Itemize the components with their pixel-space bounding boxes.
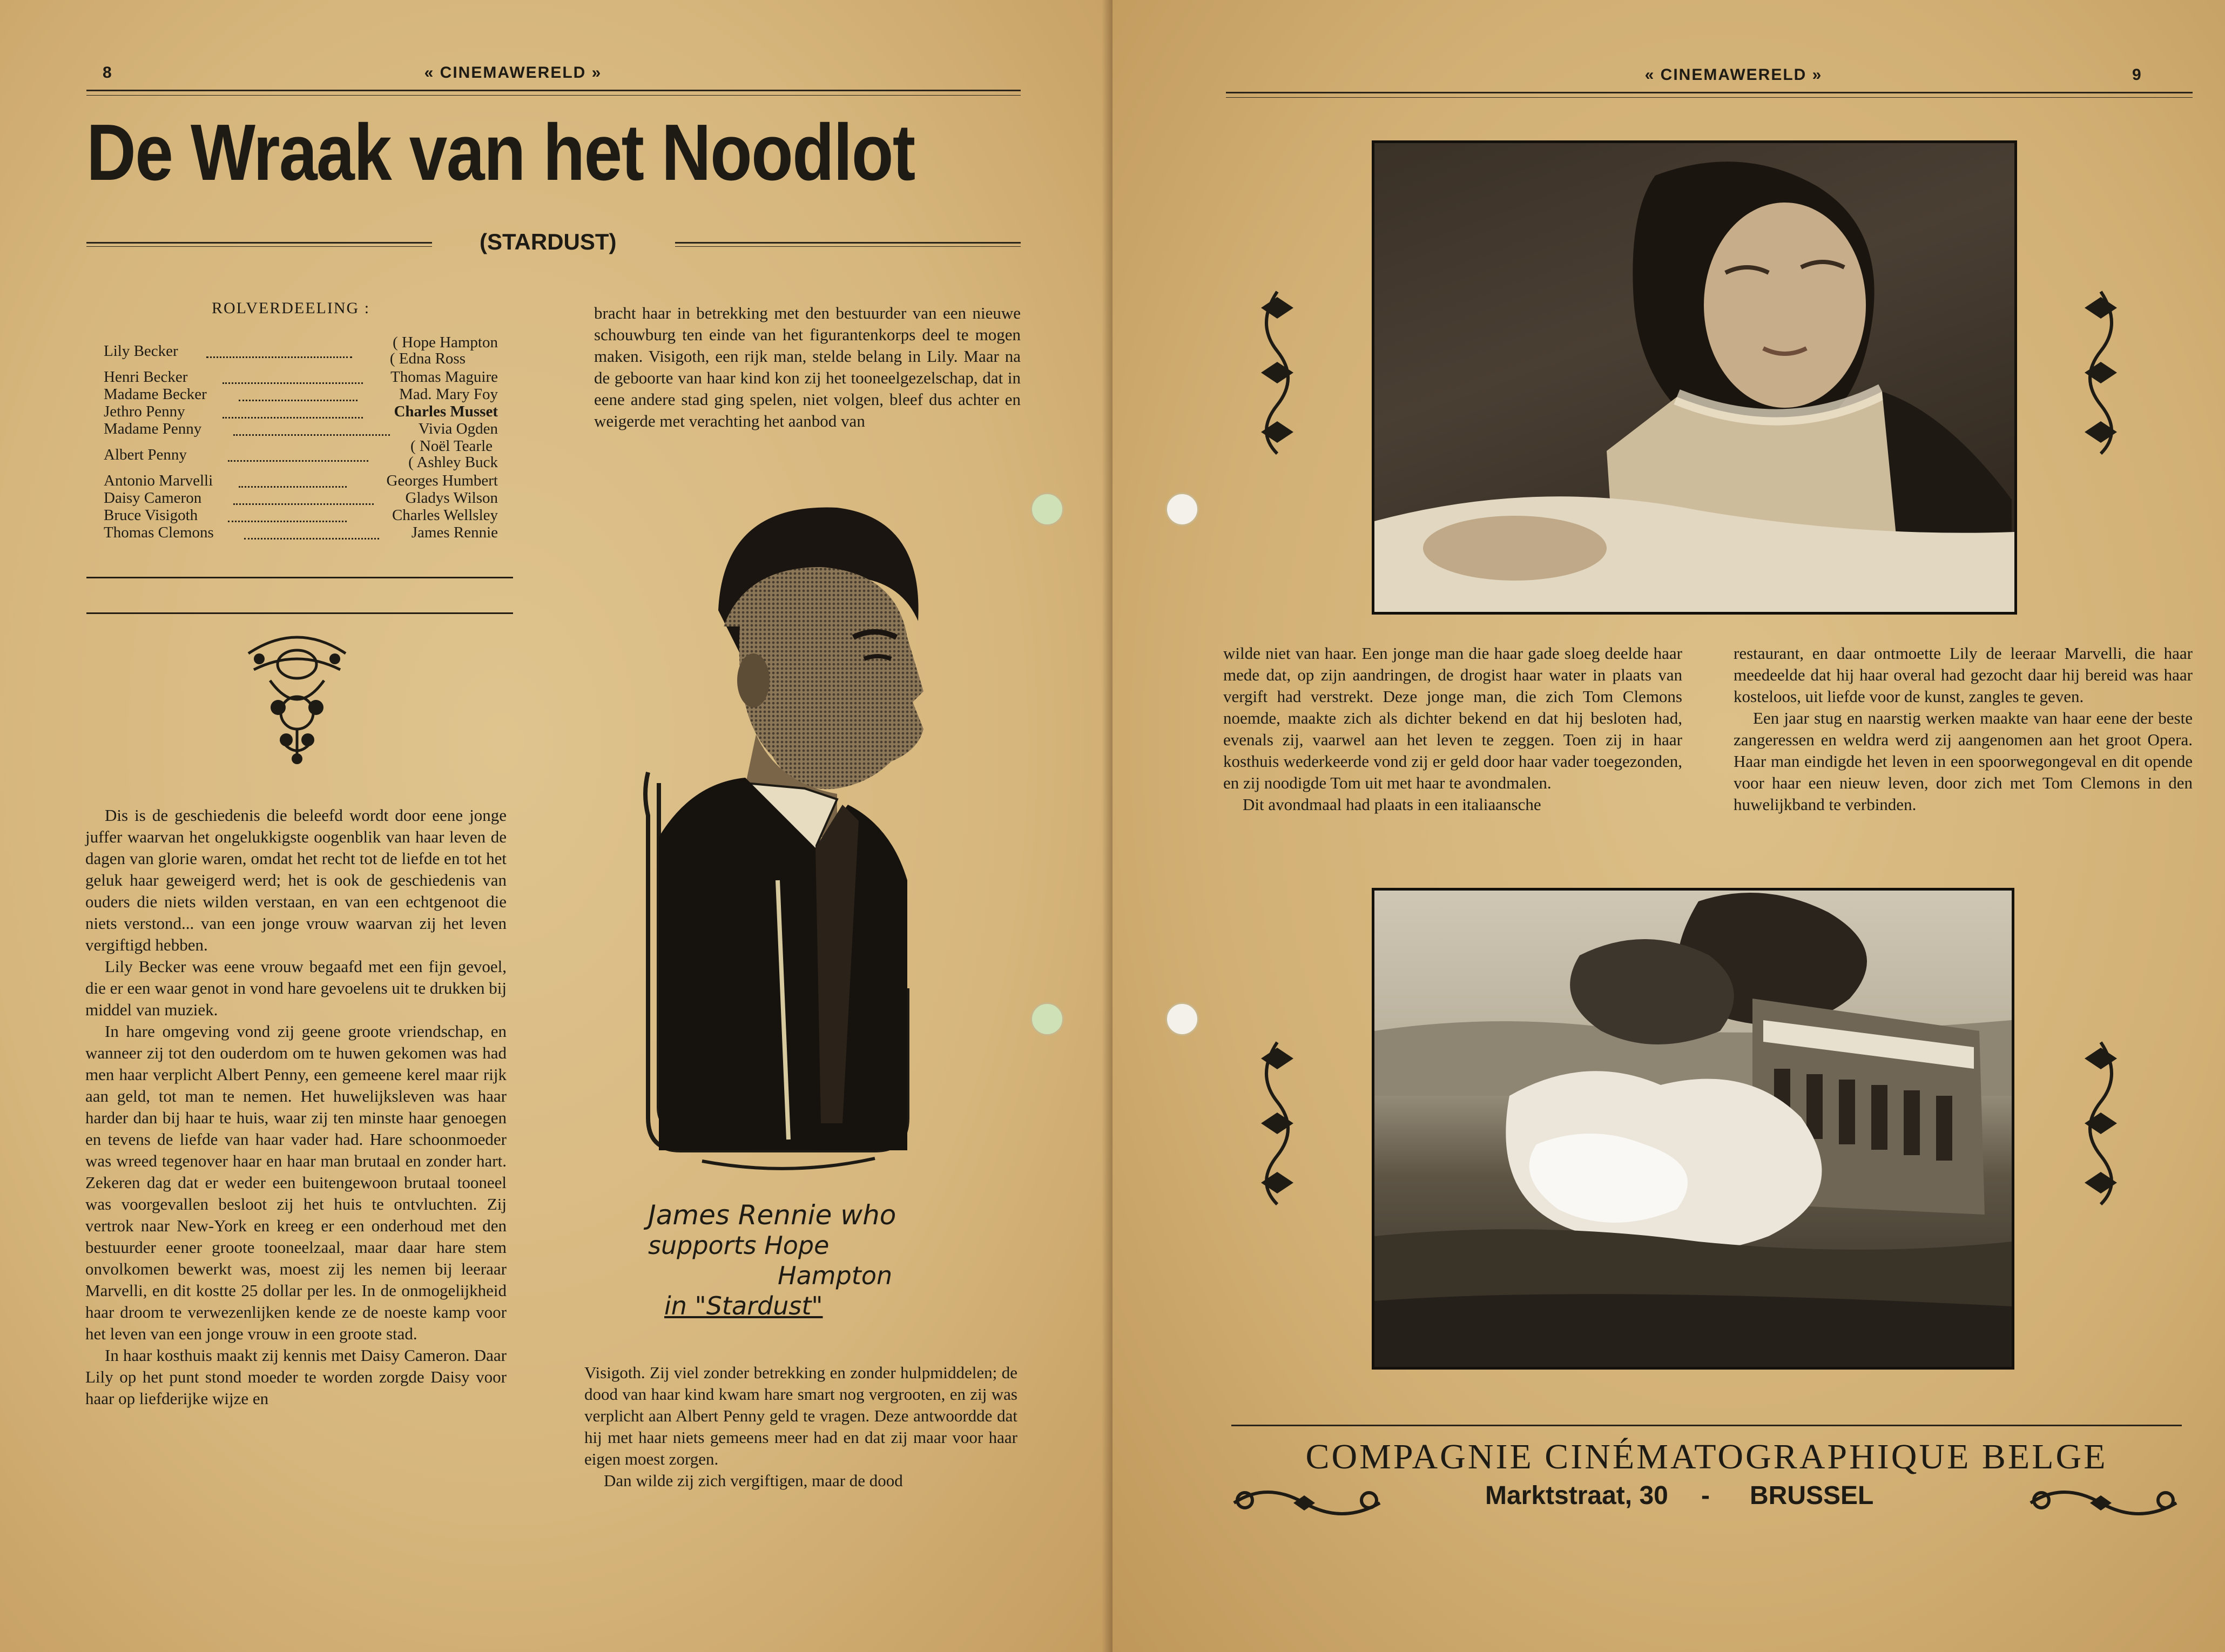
paragraph: Lily Becker was eene vrouw begaafd met een fijn gevoel, die er een waar genot in vond hare gevoelens uit te drukken bij middel van muziek. xyxy=(85,957,507,1019)
caption-line: in "Stardust" xyxy=(664,1291,823,1320)
dot-leader xyxy=(233,434,390,436)
article-column-3 xyxy=(1223,643,1682,815)
running-header: « CINEMAWERELD » xyxy=(1644,66,1823,84)
running-header: « CINEMAWERELD » xyxy=(424,64,602,82)
cast-role: Madame Penny xyxy=(104,420,202,437)
paragraph: In haar kosthuis maakt zij kennis met Daisy Cameron. Daar Lily op het punt stond moeder te worden zorgde Daisy voor haar op liefderijke wijze en xyxy=(85,1346,507,1408)
dot-leader xyxy=(239,486,347,488)
page-number: 9 xyxy=(2132,66,2141,84)
cast-row xyxy=(104,386,498,403)
right-page xyxy=(1112,0,2225,1652)
cast-role: Lily Becker xyxy=(104,342,178,360)
dot-leader xyxy=(244,538,379,540)
paragraph: In hare omgeving vond zij geene groote vriendschap, en wanneer zij tot den ouderdom om te huwen gekomen was had men haar verplicht Albert Penny, een gemeene kerel maar rijk aan geld, tot man te nemen. Het huwelijksleven was haar harder dan bij haar te huis, waar zij ten minste haar genoegen en tevens de liefde van haar vader had. Hare schoonmoeder was wreed tegenover haar en haar man brutaal en zonder hart. Zekeren dag dat er weder een buitengewoon brutaal tooneel was voorgevallen besloot zij het huis te ontvluchten. Zij vertrok naar New-York en kreeg er een onderhoud met den bestuurder eener groote tooneelzaal, maar daar hare stem onvolkomen bewerkt was, moest zij les nemen bij leeraar Marvelli, en dit kostte 25 dollar per les. In de onmogelijkheid haar droom te verwezenlijken kende ze de noeste kamp voor het leven van een jonge vrouw in een groote stad. xyxy=(85,1022,507,1343)
film-still-woman xyxy=(1372,140,2017,615)
cast-row xyxy=(104,437,498,472)
paragraph: Een jaar stug en naarstig werken maakte van haar eene der beste zangeressen en weldra werd zij aangenomen aan het groot Opera. Haar man eindigde het leven in een spoorwegongeval en dit opende voor haar een nieuw leven, door zich met Tom Clemons in den huwelijkband te verbinden. xyxy=(1734,709,2193,814)
scroll-flourish-icon xyxy=(1229,1484,1385,1522)
film-still-image xyxy=(1374,891,2012,1367)
dot-leader xyxy=(233,503,374,505)
caption-line: James Rennie who xyxy=(648,1199,896,1231)
cast-row xyxy=(104,420,498,437)
ornament-divider-icon xyxy=(86,575,513,618)
footer-rule xyxy=(1231,1425,2182,1426)
dot-leader xyxy=(228,521,347,522)
cast-actor: ( Noël Tearle xyxy=(410,437,493,455)
dot-leader xyxy=(239,400,358,401)
cast-row xyxy=(104,489,498,507)
vine-ornament-icon xyxy=(2074,1037,2128,1210)
cast-actor: Georges Humbert xyxy=(386,472,498,489)
paragraph: Visigoth. Zij viel zonder betrekking en zonder hulpmiddelen; de dood van haar kind kwam hare smart nog vergrooten, en zij was verplicht aan Albert Penny geld te vragen. Deze antwoordde dat hij met haar niets gemeens meer had en dat zij maar voor haar eigen moest zorgen. xyxy=(584,1363,1017,1468)
article-title: De Wraak van het Noodlot xyxy=(86,108,915,197)
binding-hole-icon xyxy=(1030,493,1064,526)
film-still-image xyxy=(1374,143,2014,612)
caption-line: supports Hope xyxy=(648,1231,830,1260)
vine-ornament-icon xyxy=(1250,1037,1304,1210)
floral-vignette-icon xyxy=(238,632,356,772)
article-subtitle: (STARDUST) xyxy=(480,229,617,254)
cast-role: Madame Becker xyxy=(104,386,207,403)
left-page xyxy=(0,0,1112,1652)
cast-actor: Charles Wellsley xyxy=(392,507,498,524)
film-still-train-crash xyxy=(1372,888,2014,1370)
cast-row xyxy=(104,507,498,524)
caption-line: Hampton xyxy=(778,1261,893,1290)
binding-hole-icon xyxy=(1030,1002,1064,1036)
cast-role: Henri Becker xyxy=(104,368,188,386)
subtitle-rule-right xyxy=(675,242,1021,247)
cast-actor: Mad. Mary Foy xyxy=(399,386,498,403)
paragraph: wilde niet van haar. Een jonge man die haar gade sloeg deelde haar mede dat, op zijn aandringen, de drogist haar water in plaats van vergift had verstrekt. Deze jonge man, die zich Tom Clemons noemde, maakte zich als dichter bekend en dat hij besloten had, evenals zij, vaarwel aan het leven te zeggen. Toen zij in haar kosthuis wederkeerde vond zij er geld door haar vader toegezonden, en zij noodigde Tom uit met haar te avondmalen. xyxy=(1223,644,1682,792)
dot-leader xyxy=(223,382,363,384)
vine-ornament-icon xyxy=(2074,286,2128,459)
header-rule-thin xyxy=(86,95,1021,96)
scroll-flourish-icon xyxy=(2025,1484,2182,1522)
binding-hole-icon xyxy=(1165,493,1199,526)
cast-row xyxy=(104,368,498,386)
article-column-2-top xyxy=(594,302,1021,432)
page-number: 8 xyxy=(103,64,112,82)
portrait-caption xyxy=(643,1200,977,1321)
paragraph: Dit avondmaal had plaats in een italiaansche xyxy=(1243,795,1541,814)
cast-role: Thomas Clemons xyxy=(104,524,214,541)
vine-ornament-icon xyxy=(1250,286,1304,459)
cast-role: Bruce Visigoth xyxy=(104,507,198,524)
cast-actor: Charles Musset xyxy=(394,403,498,420)
dot-leader xyxy=(223,417,363,419)
article-column-1 xyxy=(85,805,507,1410)
header-rule xyxy=(1226,92,2193,93)
cast-row xyxy=(104,524,498,541)
paragraph: bracht haar in betrekking met den bestuurder van een nieuwe schouwburg ten einde van het figurantenkorps deel te mogen maken. Visigoth, een rijk man, stelde belang in Lily. Maar na de geboorte van haar kind kon zij het tooneelgezelschap, dat in eene andere stad ging spelen, niet volgen, bleef dus achter en weigerde met verachting het aanbod van xyxy=(594,304,1021,430)
cast-actor: Vivia Ogden xyxy=(418,420,498,437)
binding-hole-icon xyxy=(1165,1002,1199,1036)
address-separator: - xyxy=(1701,1481,1710,1510)
header-rule-thin xyxy=(1226,97,2193,98)
cast-role: Jethro Penny xyxy=(104,403,185,420)
cast-role: Albert Penny xyxy=(104,446,187,463)
address-street: Marktstraat, 30 xyxy=(1485,1481,1668,1510)
cast-actor: Gladys Wilson xyxy=(405,489,498,507)
subtitle-rule-left xyxy=(86,242,432,247)
cast-actor: James Rennie xyxy=(411,524,498,541)
dot-leader xyxy=(228,460,368,462)
cast-actor: ( Ashley Buck xyxy=(408,454,498,471)
cast-actor: ( Edna Ross xyxy=(389,350,466,367)
cast-actor: Thomas Maguire xyxy=(390,368,498,386)
dot-leader xyxy=(206,356,352,358)
cast-row xyxy=(104,472,498,489)
cast-role: Antonio Marvelli xyxy=(104,472,213,489)
cast-actor: ( Hope Hampton xyxy=(393,334,498,351)
paragraph: Dis is de geschiedenis die beleefd wordt door eene jonge juffer waarvan het ongelukkigste oogenblik van haar leven de dagen van glorie waren, omdat het recht tot de liefde en tot het geluk haar geweigerd werd; het is ook de geschiedenis van ouders die niets wilden verstaan, en van een echtgenoot die niets verstond... van een jonge vrouw waarvan zij het leven vergiftigd hebben. xyxy=(85,806,507,954)
article-column-2-bottom xyxy=(584,1362,1017,1492)
cast-row xyxy=(104,334,498,368)
article-column-4 xyxy=(1734,643,2193,815)
address-city: BRUSSEL xyxy=(1750,1481,1874,1510)
cast-role: Daisy Cameron xyxy=(104,489,202,507)
cast-row xyxy=(104,403,498,420)
header-rule xyxy=(86,90,1021,91)
publisher-name: COMPAGNIE CINÉMATOGRAPHIQUE BELGE xyxy=(1305,1437,2108,1476)
paragraph: Dan wilde zij zich vergiftigen, maar de dood xyxy=(604,1471,903,1490)
paragraph: restaurant, en daar ontmoette Lily de leeraar Marvelli, die haar meedeelde dat hij haar overal had gezocht daar hij bereid was haar kosteloos, uit liefde voor de kunst, zangles te geven. xyxy=(1734,644,2193,706)
cast-list xyxy=(104,334,498,541)
portrait-illustration xyxy=(637,502,961,1204)
cast-heading: ROLVERDEELING : xyxy=(212,299,370,317)
